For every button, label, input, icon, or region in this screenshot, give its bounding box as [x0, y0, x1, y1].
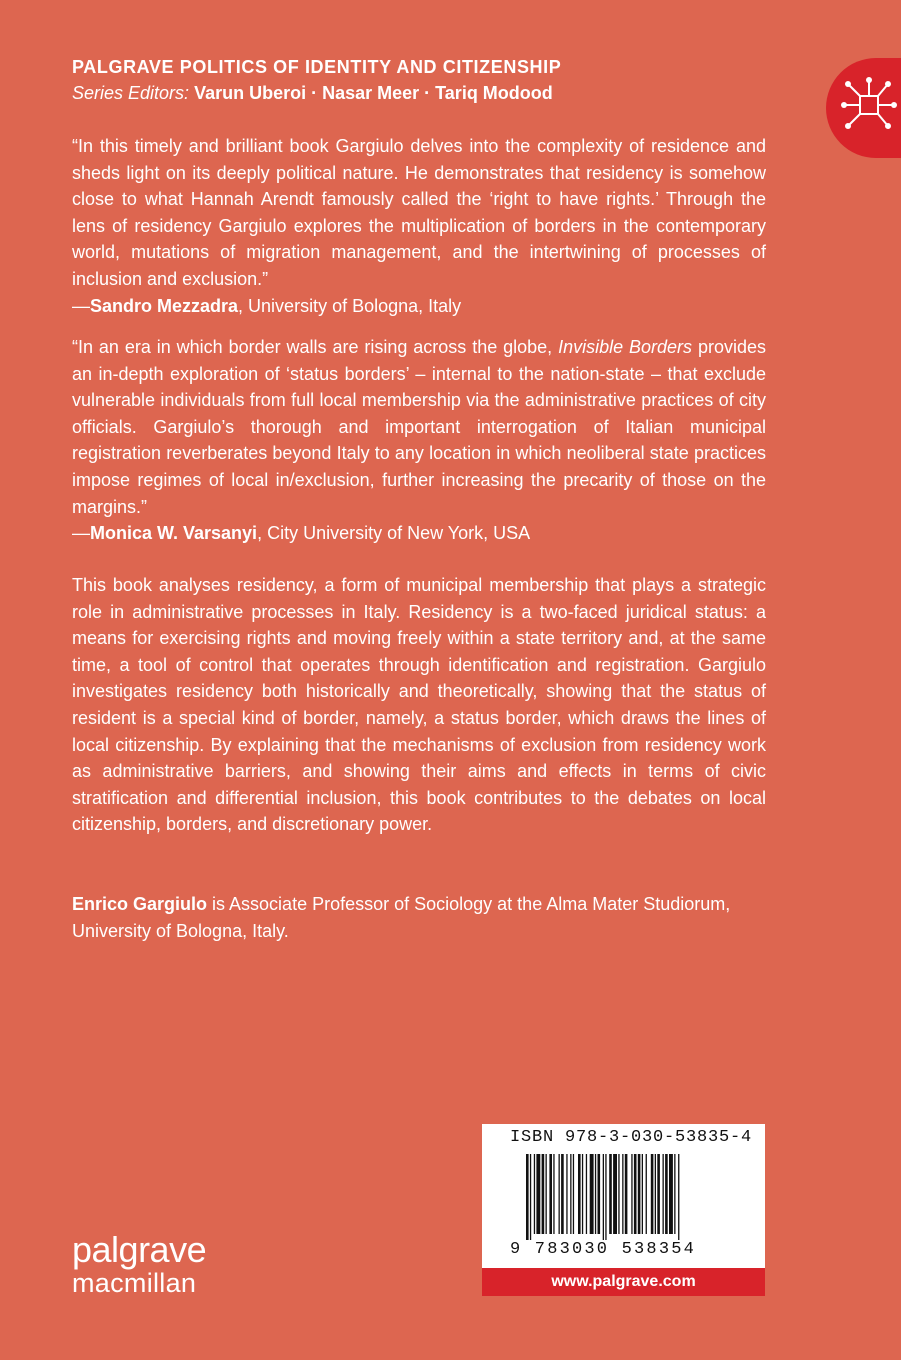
- barcode-bar: [553, 1154, 554, 1234]
- logo-macmillan: macmillan: [72, 1268, 197, 1298]
- quote-attribution: [72, 293, 766, 320]
- barcode-bar: [657, 1154, 660, 1234]
- endorsement-quote-1: [72, 133, 766, 319]
- endorsement-quote-2: [72, 334, 766, 547]
- barcode-bar: [634, 1154, 637, 1234]
- series-editors-names: Varun Uberoi · Nasar Meer · Tariq Modood: [194, 83, 553, 103]
- barcode-bar: [546, 1154, 547, 1234]
- barcode-bar: [631, 1154, 632, 1234]
- barcode-bar: [642, 1154, 643, 1234]
- barcode-bar: [674, 1154, 675, 1234]
- logo-palgrave: palgrave: [72, 1229, 207, 1270]
- publisher-logo: [72, 1229, 207, 1298]
- quote-text: [72, 334, 766, 520]
- author-bio: [72, 891, 766, 944]
- barcode-bar: [570, 1154, 571, 1234]
- barcode-bar: [595, 1154, 596, 1234]
- barcode-bar: [638, 1154, 641, 1234]
- book-description: This book analyses residency, a form of municipal membership that plays a strategic role in administrative processes in Italy. Residency is a two-faced juridical status: a means for exercising rights and moving freely within a state territory and, at the same time, a tool of control that operates through identification and registration. Gargiulo investigates residency both historically and theoretically, showing that the status of resident is a special kind of border, namely, a status border, which draws the lines of local citizenship. By explaining that the mechanisms of exclusion from residency work as administrative barriers, and showing their aims and effects in terms of civic stratification and differential inclusion, this book contributes to the debates on local citizenship, borders, and discretionary power.: [72, 575, 766, 835]
- barcode-bar: [559, 1154, 560, 1234]
- barcode-bar: [542, 1154, 545, 1234]
- barcode-bar: [586, 1154, 587, 1234]
- barcode-bar: [613, 1154, 617, 1234]
- quote-author: Monica W. Varsanyi: [90, 523, 258, 544]
- barcode-bar: [669, 1154, 673, 1234]
- barcode-bar: [625, 1154, 628, 1234]
- barcode-bar: [526, 1154, 529, 1240]
- barcode-bar: [646, 1154, 647, 1234]
- barcode-bar: [678, 1154, 679, 1240]
- barcode-bar: [534, 1154, 535, 1234]
- series-editors-label: Series Editors:: [72, 83, 190, 103]
- quote-text-before: “In an era in which border walls are rising across the globe,: [72, 337, 559, 357]
- barcode-bar: [665, 1154, 668, 1234]
- author-bio-text: is Associate Professor of Sociology at the Alma Mater Studiorum, University of Bologna, Italy.: [72, 894, 731, 941]
- barcode-bar: [530, 1154, 531, 1240]
- barcode-digits: 9 783030 538354: [510, 1240, 697, 1259]
- quote-affiliation: , City University of New York, USA: [257, 523, 531, 544]
- barcode-bar: [582, 1154, 583, 1234]
- barcode-bar: [651, 1154, 654, 1234]
- barcode-bars: [526, 1154, 726, 1240]
- attribution-dash: —: [72, 295, 90, 316]
- series-header: [72, 54, 792, 106]
- network-icon: [840, 72, 900, 142]
- series-editors: [72, 80, 792, 106]
- barcode-bar: [622, 1154, 623, 1234]
- palgrave-badge: [826, 58, 901, 158]
- quote-text: “In this timely and brilliant book Gargiulo delves into the complexity of residence and sheds light on its deeply political nature. He demonstrates that residency is somehow close to what Hannah Arendt famously called the ‘right to have rights.’ Through the lens of residency Gargiulo explores the multiplication of borders in the contemporary world, mutations of migration management, and the intertwining of processes of inclusion and exclusion.”: [72, 136, 766, 289]
- barcode-bar: [573, 1154, 574, 1234]
- author-name: Enrico Gargiulo: [72, 894, 208, 914]
- barcode-bar: [590, 1154, 594, 1234]
- quote-affiliation: , University of Bologna, Italy: [238, 295, 462, 316]
- barcode: [482, 1124, 765, 1268]
- publisher-url[interactable]: www.palgrave.com: [482, 1268, 765, 1296]
- barcode-bar: [655, 1154, 656, 1234]
- isbn-label: ISBN 978-3-030-53835-4: [510, 1128, 753, 1147]
- barcode-bar: [603, 1154, 604, 1240]
- barcode-bar: [536, 1154, 540, 1234]
- barcode-bar: [566, 1154, 567, 1234]
- barcode-bar: [618, 1154, 619, 1234]
- quote-author: Sandro Mezzadra: [90, 295, 239, 316]
- quote-text-after: provides an in-depth exploration of ‘status borders’ – internal to the nation-state – that exclude vulnerable individuals from full local membership via the administrative practices of city officials. Gargiulo’s thorough and important interrogation of Italian municipal registration reverberates beyond Italy to any location in which neoliberal state practices impose regimes of local in/exclusion, further increasing the precarity of those on the margins.”: [72, 337, 767, 517]
- attribution-dash: —: [72, 523, 90, 544]
- barcode-bar: [609, 1154, 612, 1234]
- barcode-bar: [549, 1154, 552, 1234]
- book-title: Invisible Borders: [558, 337, 693, 357]
- barcode-bar: [561, 1154, 564, 1234]
- barcode-bar: [663, 1154, 664, 1234]
- barcode-bar: [578, 1154, 581, 1234]
- quote-attribution: [72, 520, 766, 547]
- series-title: PALGRAVE POLITICS OF IDENTITY AND CITIZENSHIP: [72, 57, 562, 77]
- barcode-bar: [605, 1154, 606, 1240]
- barcode-bar: [598, 1154, 601, 1234]
